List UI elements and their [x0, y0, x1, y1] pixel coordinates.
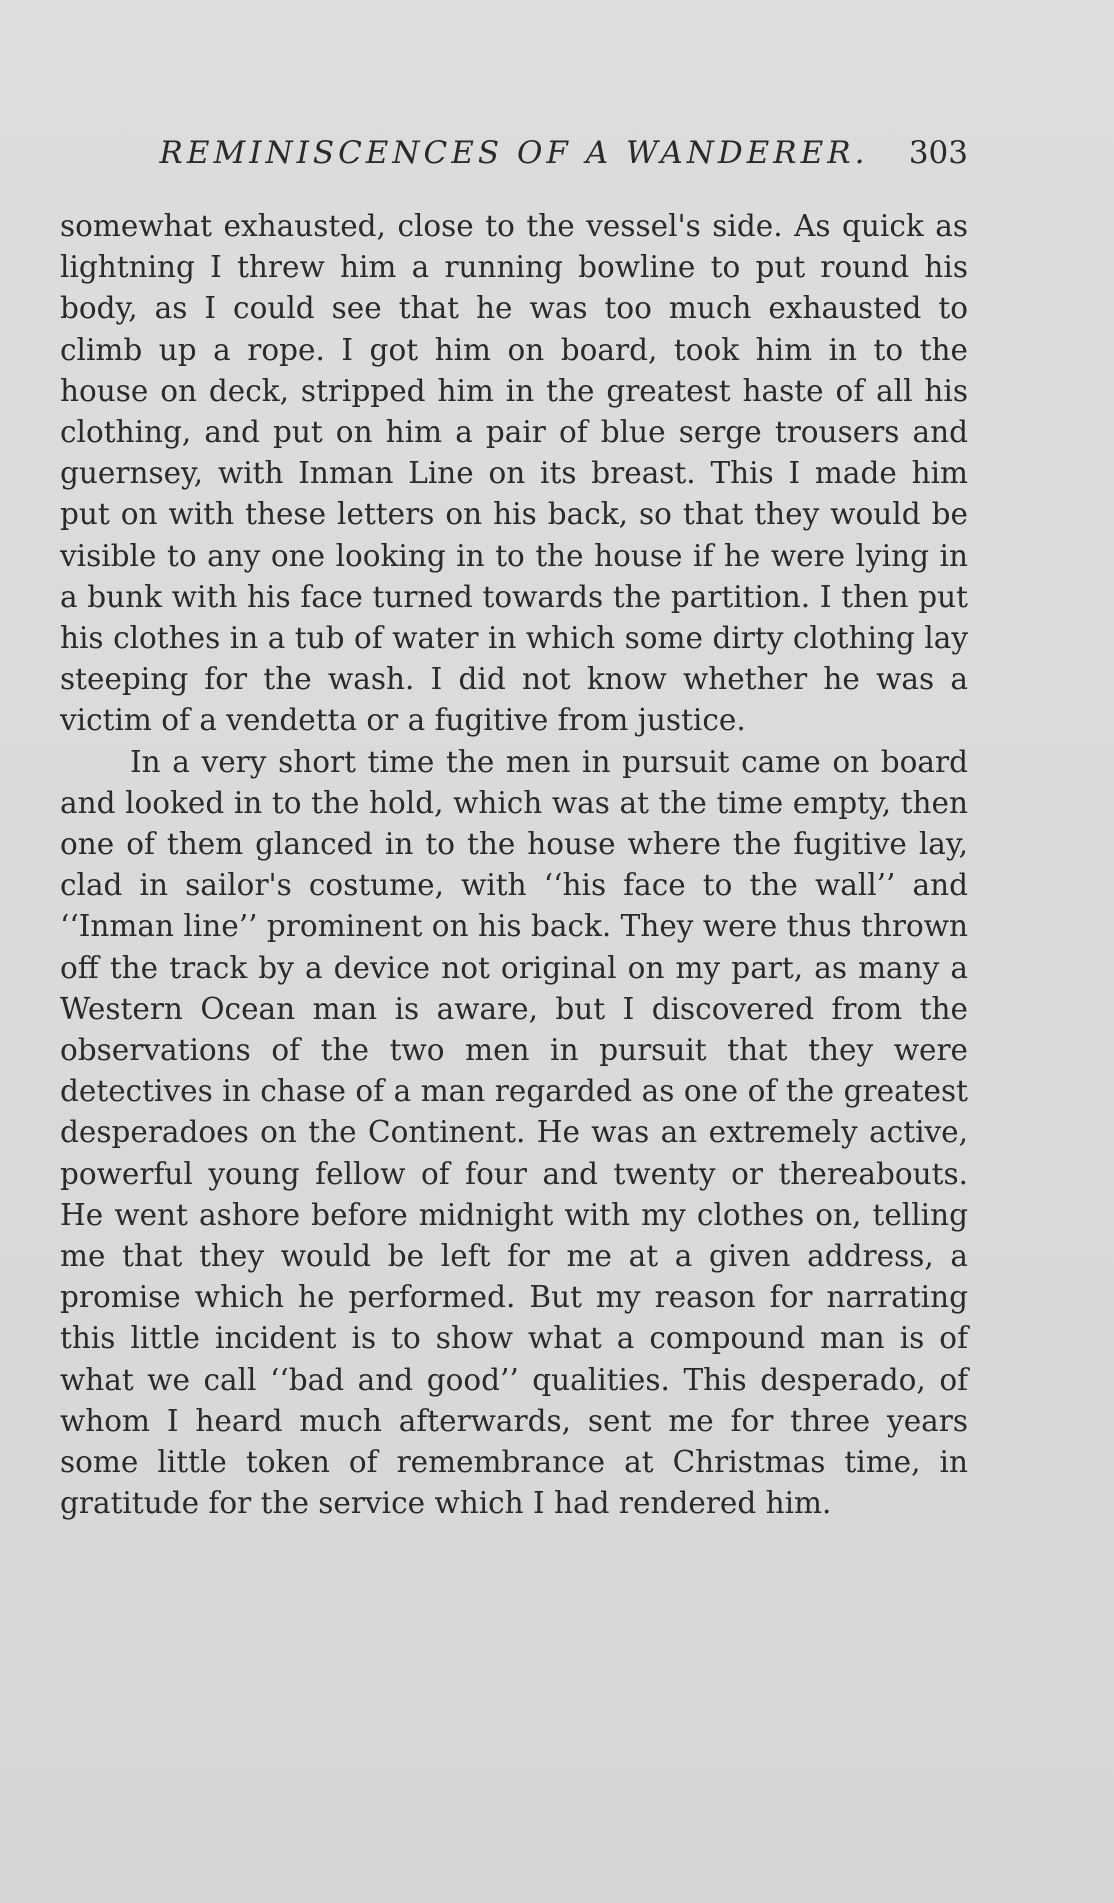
running-header — [60, 128, 968, 178]
paragraph-pursuit: In a very short time the men in pursuit came on board and looked in to the hold, which was at the time empty, then one of them glanced in to the house where the fugitive lay, clad in sailor's costume, with ‘‘his face to the wall’’ and ‘‘Inman line’’ prominent on his back. They were thus thrown off the track by a device not original on my part, as many a Western Ocean man is aware, but I discovered from the observations of the two men in pursuit that they were detectives in chase of a man regarded as one of the greatest desperadoes on the Continent. He was an extremely active, powerful young fellow of four and twenty or thereabouts. He went ashore before midnight with my clothes on, telling me that they would be left for me at a given address, a promise which he performed. But my reason for narrating this little incident is to show what a compound man is of what we call ‘‘bad and good’’ qualities. This desperado, of whom I heard much afterwards, sent me for three years some little token of remembrance at Christmas time, in gratitude for the service which I had rendered him. — [60, 744, 968, 1521]
paragraph-continuation: somewhat exhausted, close to the vessel's side. As quick as lightning I threw him a running bowline to put round his body, as I could see that he was too much exhausted to climb up a rope. I got him on board, took him in to the house on deck, stripped him in the greatest haste of all his clothing, and put on him a pair of blue serge trousers and guernsey, with Inman Line on its breast. This I made him put on with these letters on his back, so that they would be visible to any one looking in to the house if he were lying in a bunk with his face turned towards the partition. I then put his clothes in a tub of water in which some dirty clothing lay steeping for the wash. I did not know whether he was a victim of a vendetta or a fugitive from justice. — [60, 209, 968, 738]
page-number: 303 — [908, 135, 968, 171]
body-text — [60, 206, 968, 1525]
running-title: REMINISCENCES OF A WANDERER. — [159, 135, 869, 171]
